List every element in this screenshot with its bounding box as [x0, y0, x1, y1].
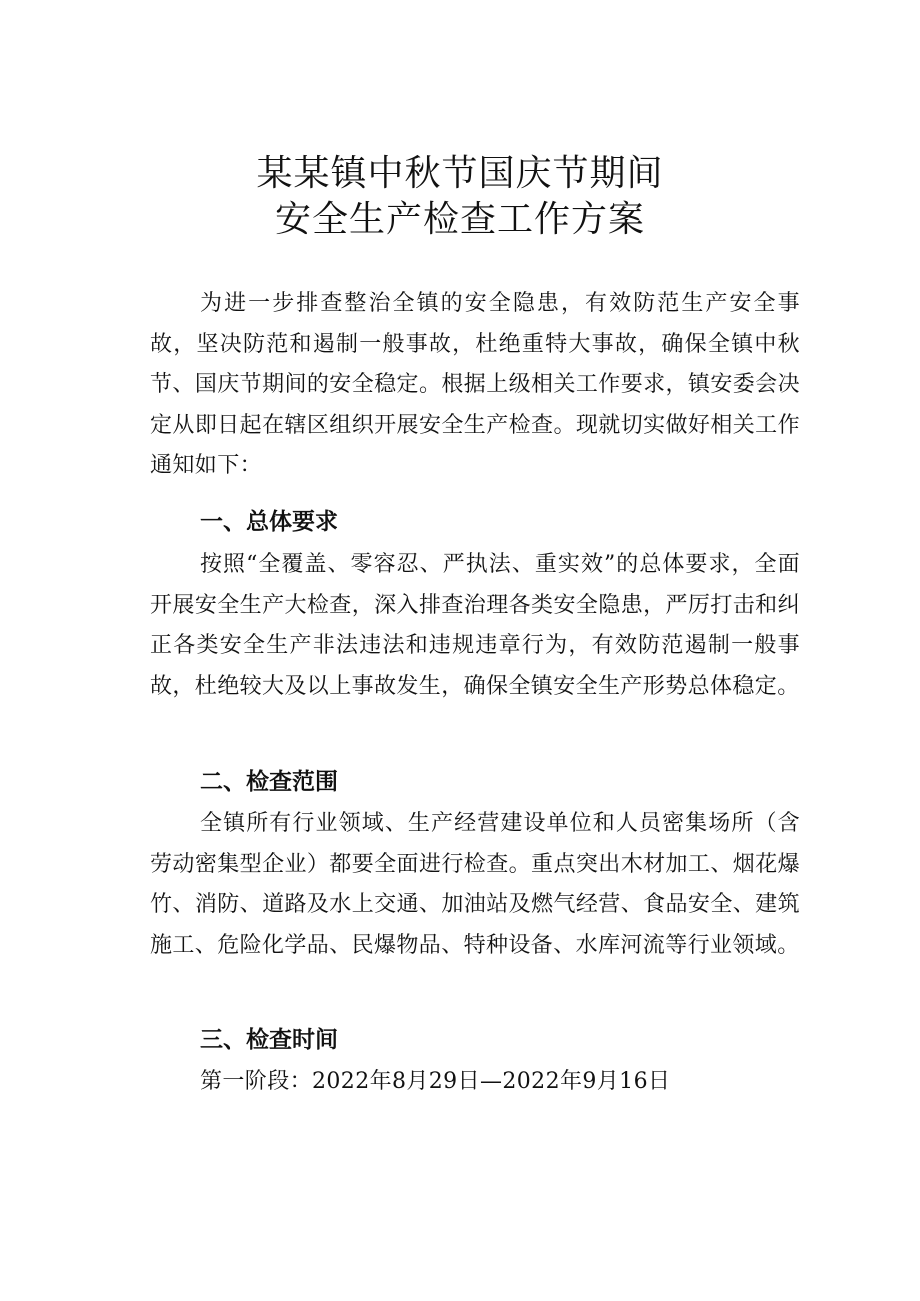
document-title-line-1: 某某镇中秋节国庆节期间 — [256, 153, 664, 194]
section-heading-inspection-scope: 二、检查范围 — [200, 769, 338, 795]
section-heading-general-requirements: 一、总体要求 — [200, 509, 338, 535]
section-body-general-requirements: 按照“全覆盖、零容忍、严执法、重实效”的总体要求，全面开展安全生产大检查，深入排查治理各类安全隐患，严厉打击和纠正各类安全生产非法违法和违规违章行为，有效防范遏制一般事故，杜绝较大及以上事故发生，确保全镇安全生产形势总体稳定。 — [150, 552, 800, 699]
section-heading-inspection-time: 三、检查时间 — [200, 1027, 338, 1053]
document-title-line-2: 安全生产检查工作方案 — [274, 199, 645, 240]
section-body-inspection-scope: 全镇所有行业领域、生产经营建设单位和人员密集场所（含劳动密集型企业）都要全面进行检查。重点突出木材加工、烟花爆竹、消防、道路及水上交通、加油站及燃气经营、食品安全、建筑施工、危险化学品、民爆物品、特种设备、水库河流等行业领域。 — [150, 811, 800, 958]
intro-paragraph: 为进一步排查整治全镇的安全隐患，有效防范生产安全事故，坚决防范和遏制一般事故，杜绝重特大事故，确保全镇中秋节、国庆节期间的安全稳定。根据上级相关工作要求，镇安委会决定从即日起在辖区组织开展安全生产检查。现就切实做好相关工作通知如下： — [150, 291, 800, 478]
section-body-inspection-time: 第一阶段：2022年8月29日—2022年9月16日 — [200, 1069, 671, 1094]
